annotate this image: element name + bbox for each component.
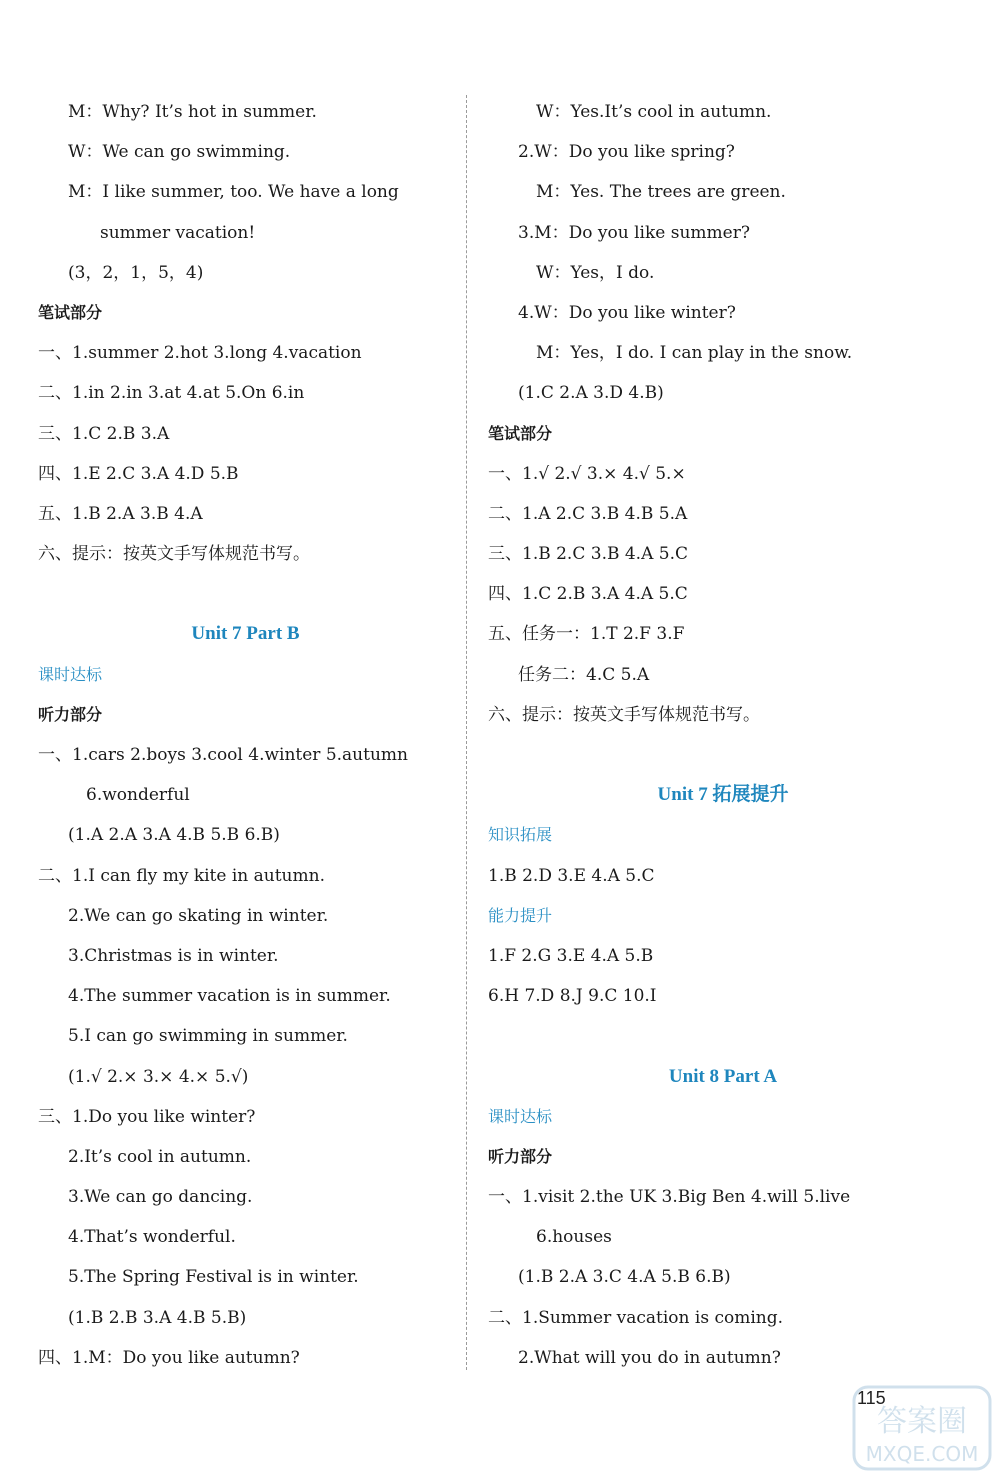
column-divider (466, 95, 467, 1370)
section-title: 听力部分 (38, 704, 103, 724)
answer-line: 3.We can go dancing. (68, 1187, 253, 1208)
right-column (488, 92, 958, 1378)
subsection-title: 课时达标 (38, 664, 103, 684)
answer-line: 6.wonderful (86, 785, 190, 806)
answer-line: 2.It’s cool in autumn. (68, 1146, 252, 1167)
unit-heading: Unit 7 拓展提升 (657, 784, 789, 806)
answer-line: 1.B 2.D 3.E 4.A 5.C (488, 865, 655, 886)
unit-heading: Unit 8 Part A (668, 1065, 778, 1087)
answer-line: 三、1.C 2.B 3.A (38, 423, 170, 444)
answer-line: 2.What will you do in autumn? (518, 1347, 781, 1368)
answer-line: 4.The summer vacation is in summer. (68, 986, 391, 1007)
answer-line: M：Why? It’s hot in summer. (68, 102, 317, 122)
answer-line: 3.Christmas is in winter. (68, 945, 279, 966)
svg-text:MXQE.COM: MXQE.COM (865, 1442, 979, 1466)
answer-line: 二、1.A 2.C 3.B 4.B 5.A (488, 503, 688, 524)
unit-heading: Unit 7 Part B (191, 623, 300, 645)
subsection-title: 课时达标 (488, 1106, 553, 1126)
page-number: 115 (857, 1388, 886, 1408)
answer-line: 一、1.visit 2.the UK 3.Big Ben 4.will 5.live (488, 1187, 851, 1208)
subsection-title: 能力提升 (488, 905, 553, 925)
answer-line: 5.The Spring Festival is in winter. (68, 1267, 359, 1288)
answer-line: 一、1.cars 2.boys 3.cool 4.winter 5.autumn (38, 745, 408, 765)
answer-line: 二、1.I can fly my kite in autumn. (38, 865, 325, 886)
answer-line: 四、1.E 2.C 3.A 4.D 5.B (38, 463, 239, 484)
answer-line: 二、1.in 2.in 3.at 4.at 5.On 6.in (38, 383, 305, 404)
answer-line: (1.√ 2.× 3.× 4.× 5.√) (68, 1066, 249, 1087)
section-title: 笔试部分 (38, 302, 103, 322)
answer-line: 三、1.Do you like winter? (38, 1106, 256, 1127)
answer-line: W：Yes.It’s cool in autumn. (536, 102, 772, 122)
svg-text:答案圈: 答案圈 (877, 1404, 967, 1439)
answer-line: 四、1.M：Do you like autumn? (38, 1347, 300, 1368)
answer-line: M：I like summer, too. We have a long (68, 182, 399, 203)
section-spacer (488, 1016, 958, 1056)
answer-line: 3.M：Do you like summer? (518, 222, 750, 243)
answer-line: 二、1.Summer vacation is coming. (488, 1307, 784, 1328)
answer-line: 一、1.√ 2.√ 3.× 4.√ 5.× (488, 463, 686, 484)
subsection-title: 知识拓展 (488, 825, 553, 845)
left-column (38, 92, 453, 1378)
answer-line: W：Yes，I do. (536, 262, 655, 283)
answer-line: 三、1.B 2.C 3.B 4.A 5.C (488, 544, 688, 565)
answer-line: summer vacation! (100, 222, 256, 243)
answer-line: 一、1.summer 2.hot 3.long 4.vacation (38, 343, 362, 364)
answer-line: (1.C 2.A 3.D 4.B) (518, 383, 664, 404)
answer-line: 6.houses (536, 1227, 612, 1248)
answer-line: 五、1.B 2.A 3.B 4.A (38, 503, 203, 524)
section-title: 听力部分 (488, 1146, 553, 1166)
answer-line: 2.We can go skating in winter. (68, 905, 329, 926)
answer-line: 六、提示：按英文手写体规范书写。 (38, 544, 310, 565)
answer-line: M：Yes. The trees are green. (536, 182, 786, 203)
answer-line: W：We can go swimming. (68, 142, 291, 163)
answer-line: 1.F 2.G 3.E 4.A 5.B (488, 945, 654, 966)
answer-line: 六、提示：按英文手写体规范书写。 (488, 704, 760, 725)
answer-line: 5.I can go swimming in summer. (68, 1026, 348, 1047)
answer-line: 任务二：4.C 5.A (518, 664, 650, 685)
answer-line: 五、任务一：1.T 2.F 3.F (488, 624, 685, 645)
answer-line: 2.W：Do you like spring? (518, 142, 735, 163)
section-spacer (488, 735, 958, 775)
answer-line: (3，2，1，5，4) (68, 262, 204, 283)
answer-line: M：Yes，I do. I can play in the snow. (536, 343, 853, 364)
section-spacer (38, 574, 453, 614)
answer-line: (1.B 2.B 3.A 4.B 5.B) (68, 1307, 247, 1328)
answer-line: (1.B 2.A 3.C 4.A 5.B 6.B) (518, 1267, 731, 1288)
answer-line: 四、1.C 2.B 3.A 4.A 5.C (488, 584, 688, 605)
answer-line: 6.H 7.D 8.J 9.C 10.I (488, 986, 657, 1007)
answer-line: 4.That’s wonderful. (68, 1227, 236, 1248)
answer-line: 4.W：Do you like winter? (518, 302, 736, 323)
answer-line: (1.A 2.A 3.A 4.B 5.B 6.B) (68, 825, 280, 846)
section-title: 笔试部分 (488, 423, 553, 443)
